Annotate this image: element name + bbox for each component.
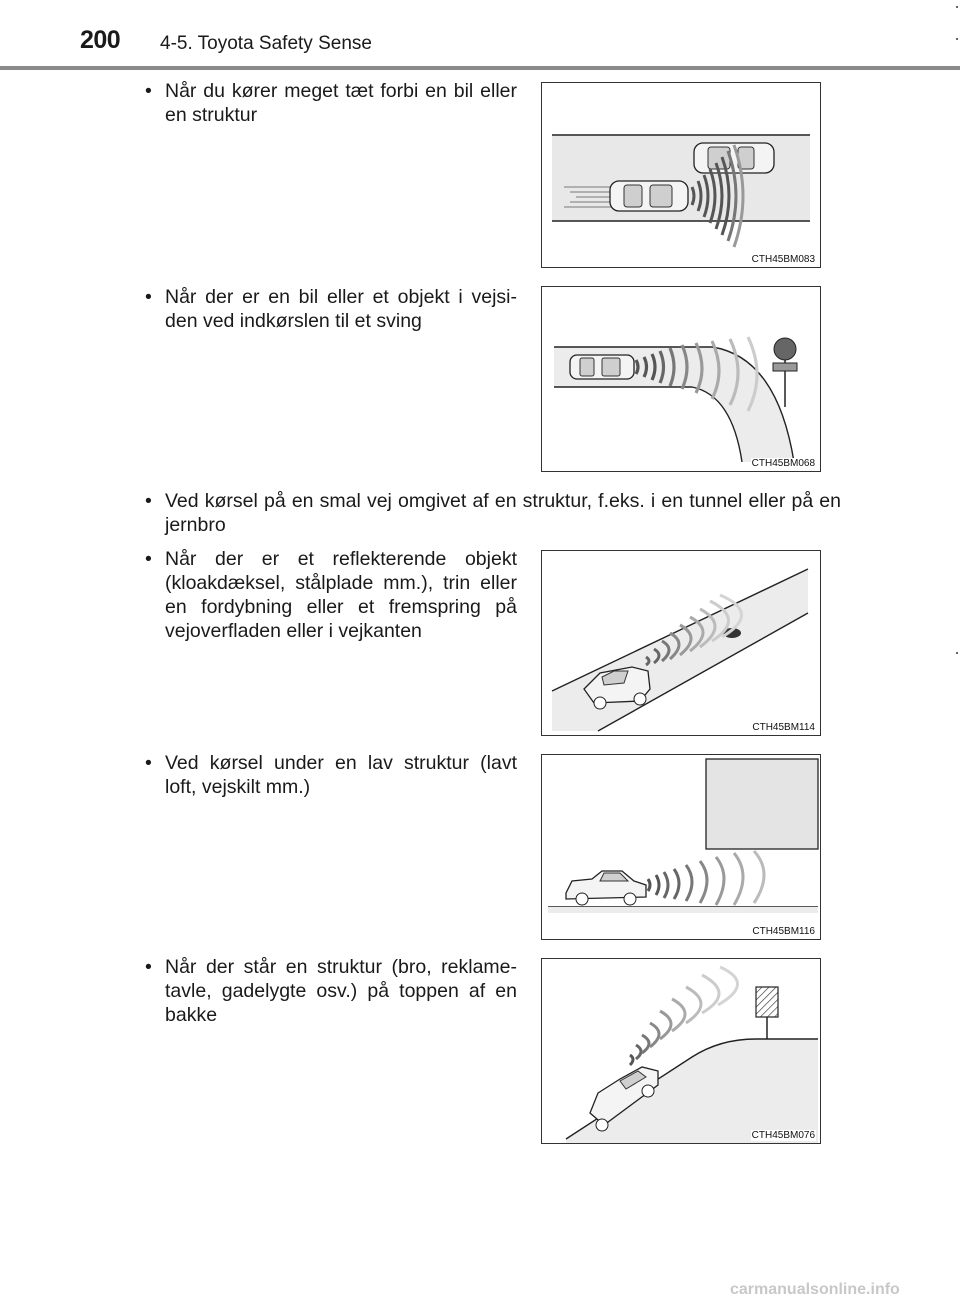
bullet-dot: • bbox=[145, 956, 152, 978]
figure-code: CTH45BM083 bbox=[751, 254, 815, 265]
edge-mark bbox=[956, 38, 958, 40]
figure-low-structure bbox=[541, 754, 821, 940]
bullet-text: Når du kører meget tæt forbi en bil eller en struktur bbox=[165, 80, 517, 126]
section-title: 4-5. Toyota Safety Sense bbox=[160, 33, 372, 54]
bullet-text: Når der står en struktur (bro, reklame-tavle, gadelygte osv.) på toppen af en bakke bbox=[165, 956, 517, 1026]
bullet-item bbox=[145, 955, 517, 1027]
car-passing-close-illustration-icon bbox=[542, 83, 821, 268]
bullet-item bbox=[145, 79, 517, 127]
bullet-item bbox=[145, 547, 517, 643]
bullet-dot: • bbox=[145, 286, 152, 308]
bullet-dot: • bbox=[145, 548, 152, 570]
bullet-text: Ved kørsel på en smal vej omgivet af en struktur, f.eks. i en tunnel eller på en jernbro bbox=[165, 490, 841, 536]
figure-code: CTH45BM076 bbox=[751, 1130, 815, 1141]
bullet-dot: • bbox=[145, 490, 152, 512]
bullet-dot: • bbox=[145, 80, 152, 102]
road-reflective-object-illustration-icon bbox=[542, 551, 821, 736]
figure-reflective-object bbox=[541, 550, 821, 736]
page-number: 200 bbox=[80, 26, 121, 54]
bullet-dot: • bbox=[145, 752, 152, 774]
edge-mark bbox=[956, 652, 958, 654]
bullet-item bbox=[145, 285, 517, 333]
header-rule bbox=[0, 66, 960, 70]
watermark: carmanualsonline.info bbox=[730, 1281, 900, 1298]
edge-mark bbox=[956, 6, 958, 8]
bullet-text: Når der er et reflekterende objekt (kloakdæksel, stålplade mm.), trin eller en fordybning eller et fremspring på vejoverfladen eller i vejkanten bbox=[165, 548, 517, 642]
low-structure-illustration-icon bbox=[542, 755, 821, 940]
bullet-text: Ved kørsel under en lav struktur (lavt loft, vejskilt mm.) bbox=[165, 752, 517, 798]
figure-passing-close bbox=[541, 82, 821, 268]
figure-code: CTH45BM068 bbox=[751, 458, 815, 469]
figure-code: CTH45BM114 bbox=[752, 722, 815, 733]
bullet-item bbox=[145, 489, 841, 537]
figure-curve-entrance bbox=[541, 286, 821, 472]
bullet-item bbox=[145, 751, 517, 799]
hilltop-structure-illustration-icon bbox=[542, 959, 821, 1144]
curve-entrance-illustration-icon bbox=[542, 287, 821, 472]
bullet-text: Når der er en bil eller et objekt i vejsi-den ved indkørslen til et sving bbox=[165, 286, 517, 332]
figure-hilltop-structure bbox=[541, 958, 821, 1144]
figure-code: CTH45BM116 bbox=[752, 926, 815, 937]
